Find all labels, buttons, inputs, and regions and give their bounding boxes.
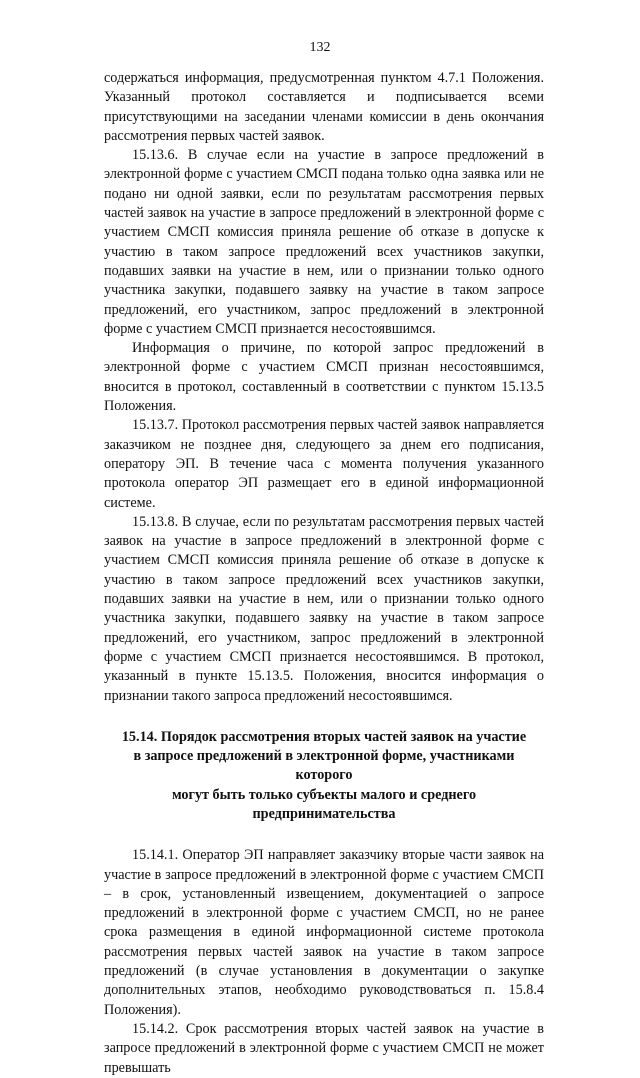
clause-15-13-8 [104, 513, 544, 706]
clause-text: Протокол рассмотрения первых частей заявок направляется заказчиком не позднее дня, следующего за днем его подписания, оператору ЭП. В течение часа с момента получения указанного протокола оператор ЭП размещает его в единой информационной системе. [104, 417, 545, 511]
paragraph-text: Информация о причине, по которой запрос предложений в электронной форме с участием СМСП признан несостоявшимся, вносится в протокол, составленный в соответствии с пунктом 15.13.5 Положения. [104, 340, 544, 415]
document-body [104, 69, 544, 1078]
section-heading-line: 15.14. Порядок рассмотрения вторых частей заявок на участие [121, 728, 527, 745]
clause-15-14-1 [104, 846, 544, 1020]
clause-number: 15.14.2. [132, 1020, 179, 1037]
clause-number: 15.13.6. [132, 147, 179, 164]
clause-text: В случае, если по результатам рассмотрения первых частей заявок на участие в запросе предложений в электронной форме с участием СМСП комиссия приняла решение об отказе в допуске к участию в таком запросе предложений всех участников закупки, подавших заявки на участие в нем, или о признании только одного участника закупки, подавшего заявку на участие в таком запросе предложений, его участником, запрос предложений в электронной форме с участием СМСП признается несостоявшимся. В протокол, указанный в пункте 15.13.5. Положения, вносится информация о признании такого запроса предложений несостоявшимся. [104, 513, 544, 704]
paragraph [104, 69, 544, 146]
clause-15-14-2 [104, 1020, 544, 1078]
clause-text: Срок рассмотрения вторых частей заявок на участие в запросе предложений в электронной форме с участием СМСП не может превышать [104, 1020, 544, 1076]
section-heading [104, 728, 544, 824]
paragraph-text: содержаться информация, предусмотренная пунктом 4.7.1 Положения. Указанный протокол составляется и подписывается всеми присутствующими на заседании членами комиссии в день окончания рассмотрения первых частей заявок. [104, 70, 544, 144]
page-number: 132 [309, 40, 331, 55]
clause-text: В случае если на участие в запросе предложений в электронной форме с участием СМСП подана только одна заявка или не подано ни одной заявки, если по результатам рассмотрения первых частей заявок на участие в запросе предложений в электронной форме с участием СМСП комиссия приняла решение об отказе в допуске к участию в таком запросе предложений всех участников закупки, подавших заявки на участие в нем, или о признании только одного участника закупки, подавшего заявку на участие в таком запросе предложений, его участником, запрос предложений в электронной форме с участием СМСП признается несостоявшимся. [104, 147, 545, 337]
clause-number: 15.14.1. [132, 847, 179, 864]
section-heading-line: могут быть только субъекты малого и среднего предпринимательства [171, 786, 477, 822]
clause-number: 15.13.7. [132, 417, 179, 434]
paragraph [104, 339, 544, 416]
clause-number: 15.13.8. [132, 513, 179, 530]
section-heading-line: в запросе предложений в электронной форме, участниками которого [133, 748, 515, 784]
clause-text: Оператор ЭП направляет заказчику вторые части заявок на участие в запросе предложений в электронной форме с участием СМСП – в срок, установленный извещением, документацией о запросе предложений в электронной форме с участием СМСП, но не ранее срока размещения в единой информационной системе протокола рассмотрения первых частей заявок на участие в таком запросе предложений (в случае установления в документации о закупке дополнительных этапов, необходимо руководствоваться п. 15.8.4 Положения). [104, 847, 544, 1018]
clause-15-13-7 [104, 416, 544, 512]
clause-15-13-6 [104, 146, 544, 339]
